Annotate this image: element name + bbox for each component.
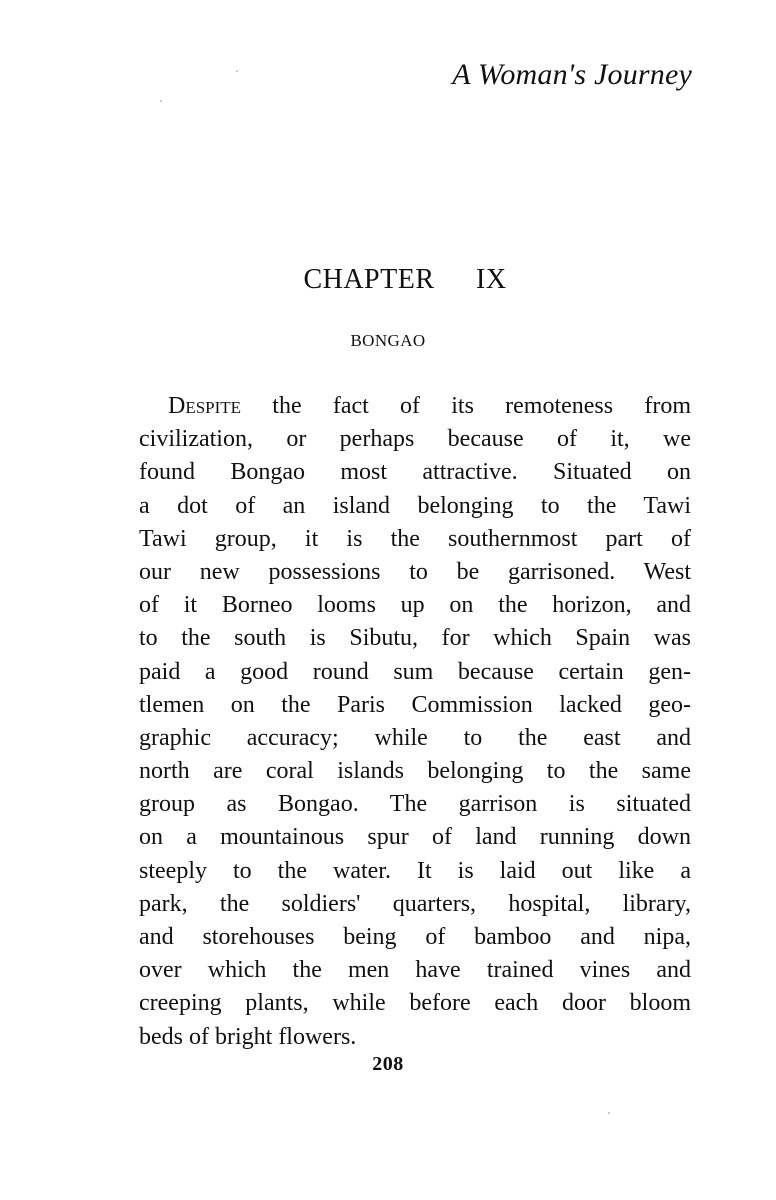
chapter-heading — [0, 264, 776, 296]
running-head-title: A Woman's Journey — [452, 58, 692, 91]
text-line: beds of bright flowers. — [139, 1023, 357, 1050]
scan-speck — [608, 1112, 610, 1114]
text-line: group as Bongao. The garrison is situated — [139, 791, 691, 818]
text-line: to the south is Sibutu, for which Spain was — [139, 625, 691, 652]
scan-speck — [236, 70, 238, 72]
text-line: and storehouses being of bamboo and nipa, — [139, 924, 691, 950]
text-line: graphic accuracy; while to the east and — [139, 724, 691, 751]
text-line: over which the men have trained vines and — [139, 957, 691, 984]
text-line: civilization, or perhaps because of it, we — [139, 426, 691, 453]
text-line: north are coral islands belonging to the same — [139, 758, 691, 785]
text-line: found Bongao most attractive. Situated on — [139, 459, 691, 486]
page-number: 208 — [372, 1053, 404, 1075]
body-paragraph — [139, 390, 691, 1054]
text-line: on a mountainous spur of land running down — [139, 824, 691, 851]
chapter-number: IX — [476, 264, 507, 295]
text-line — [139, 390, 691, 423]
text-line-content: the fact of its remoteness from — [241, 393, 691, 419]
text-line: creeping plants, while before each door bloom — [139, 990, 691, 1017]
text-line: Tawi group, it is the southernmost part of — [139, 525, 691, 552]
text-line: our new possessions to be garrisoned. West — [139, 558, 691, 585]
text-line: steeply to the water. It is laid out like a — [139, 857, 691, 884]
text-line: tlemen on the Paris Commission lacked geo- — [139, 691, 691, 718]
chapter-label: CHAPTER — [303, 264, 435, 295]
drop-word: Despite — [168, 393, 242, 419]
text-line: of it Borneo looms up on the horizon, and — [139, 592, 691, 619]
text-line: park, the soldiers' quarters, hospital, library, — [139, 890, 691, 917]
section-title: BONGAO — [350, 331, 426, 350]
text-line: paid a good round sum because certain gen- — [139, 658, 691, 685]
text-line: a dot of an island belonging to the Tawi — [139, 492, 691, 519]
scan-speck — [160, 100, 162, 102]
